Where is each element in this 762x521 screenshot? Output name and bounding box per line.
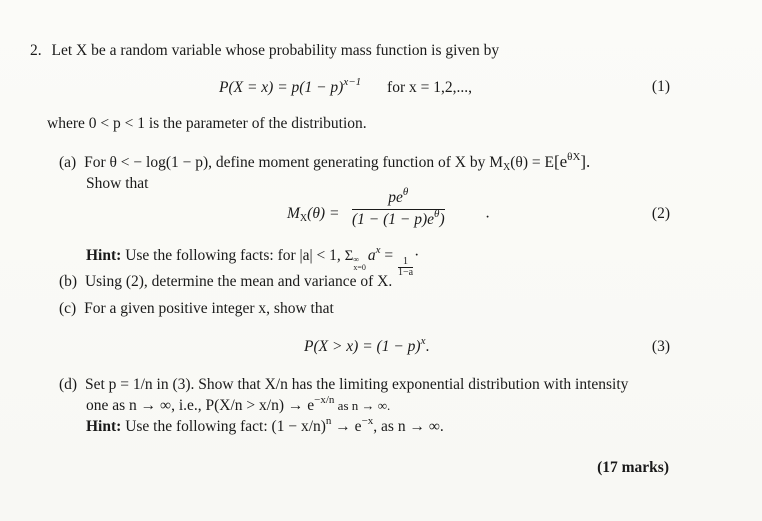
parameter-text: where 0 < p < 1 is the parameter of the distribution. [47,115,367,132]
sum-lower-limit: x=0 [353,263,366,272]
hint-equals: = [380,247,397,264]
hint-fraction [398,257,413,278]
equation-1 [219,78,472,98]
part-a-text-prefix: For θ < − log(1 − p), define moment generating function of X by M [84,154,503,171]
part-d-hint-label: Hint: [86,418,122,435]
question-number: 2. [30,42,42,59]
part-d-hint-mid: → e [331,418,362,435]
part-d-text-line1: Set p = 1/n in (3). Show that X/n has the limiting exponential distribution with intensity [84,376,629,393]
equation-2-denominator-exp: θ [434,208,440,220]
part-c-text: For a given positive integer x, show that [84,300,334,317]
equation-2-denominator [352,210,445,229]
equation-2-label: (2) [651,205,670,222]
equation-1-condition: for x = 1,2,..., [387,79,472,96]
total-marks: (17 marks) [597,459,669,476]
part-d-line2 [86,396,390,416]
equation-2-denominator-close: ) [439,211,445,228]
equation-3-label: (3) [651,338,670,355]
part-a-bracket-close: ]. [580,152,591,171]
part-b [59,272,392,292]
part-d-hint [86,417,444,437]
equation-2-fraction [352,186,445,229]
hint-term: a [367,247,376,264]
equation-3-end: . [425,338,430,355]
part-a-hint-label: Hint: [86,247,122,264]
part-d-hint-mid-exp: −x [361,415,374,427]
equation-2-mgf: M [287,205,300,222]
part-d-line2-exp: −x/n [314,394,335,406]
equation-3 [304,337,429,357]
part-a-text-mid: (θ) = E [510,154,554,171]
equation-1-lhs: P(X = x) = p(1 − p) [219,79,344,96]
equation-2-lhs [287,204,339,229]
part-d-hint-exp: n [325,415,332,427]
equation-3-exponent: x [420,335,426,347]
part-c [59,299,334,319]
equation-1-label: (1) [651,78,670,95]
question-intro-text: Let X be a random variable whose probability mass function is given by [51,42,500,59]
hint-fraction-num: 1 [403,256,409,267]
part-a-show-that: Show that [86,175,149,192]
equation-3-lhs: P(X > x) = (1 − p) [304,338,421,355]
sum-upper-limit: ∞ [353,255,360,264]
equation-1-exponent: x−1 [343,76,362,88]
equation-2-numerator-exp: θ [402,186,409,198]
hint-term-exp: x [375,244,381,256]
sum-symbol-icon: Σ [344,248,354,264]
part-b-label: (b) [59,273,78,290]
part-c-label: (c) [59,300,77,317]
part-b-text: Using (2), determine the mean and variance of X. [84,273,393,290]
question-intro [30,41,499,61]
sum-limits [353,256,366,272]
part-a-mgf-subscript: X [503,162,511,173]
part-d-label: (d) [59,376,78,393]
part-a-label: (a) [59,154,77,171]
part-d-hint-prefix: Use the following fact: (1 − x/n) [125,418,326,435]
hint-fraction-den: 1−a [398,267,414,278]
hint-end: · [414,247,420,264]
equation-2-lhs-tail: (θ) = [307,205,340,222]
part-d-line2-end: as n → ∞. [334,398,391,413]
part-d-line1 [59,375,628,395]
part-d-hint-end: , as n → ∞. [373,418,444,435]
part-d-line2-prefix: one as n → ∞, i.e., P(X/n > x/n) → e [86,397,315,414]
equation-2-denominator-base: (1 − (1 − p)e [352,211,435,228]
equation-2-subscript: X [299,213,308,224]
equation-2-numerator-base: pe [388,189,403,206]
equation-2-numerator [384,186,412,209]
part-a-exponent: θX [567,151,581,163]
part-a-bracket-open: [e [553,152,568,171]
part-a-hint-text: Use the following facts: for |a| < 1, [125,247,345,264]
equation-2-trail: · [485,209,491,226]
